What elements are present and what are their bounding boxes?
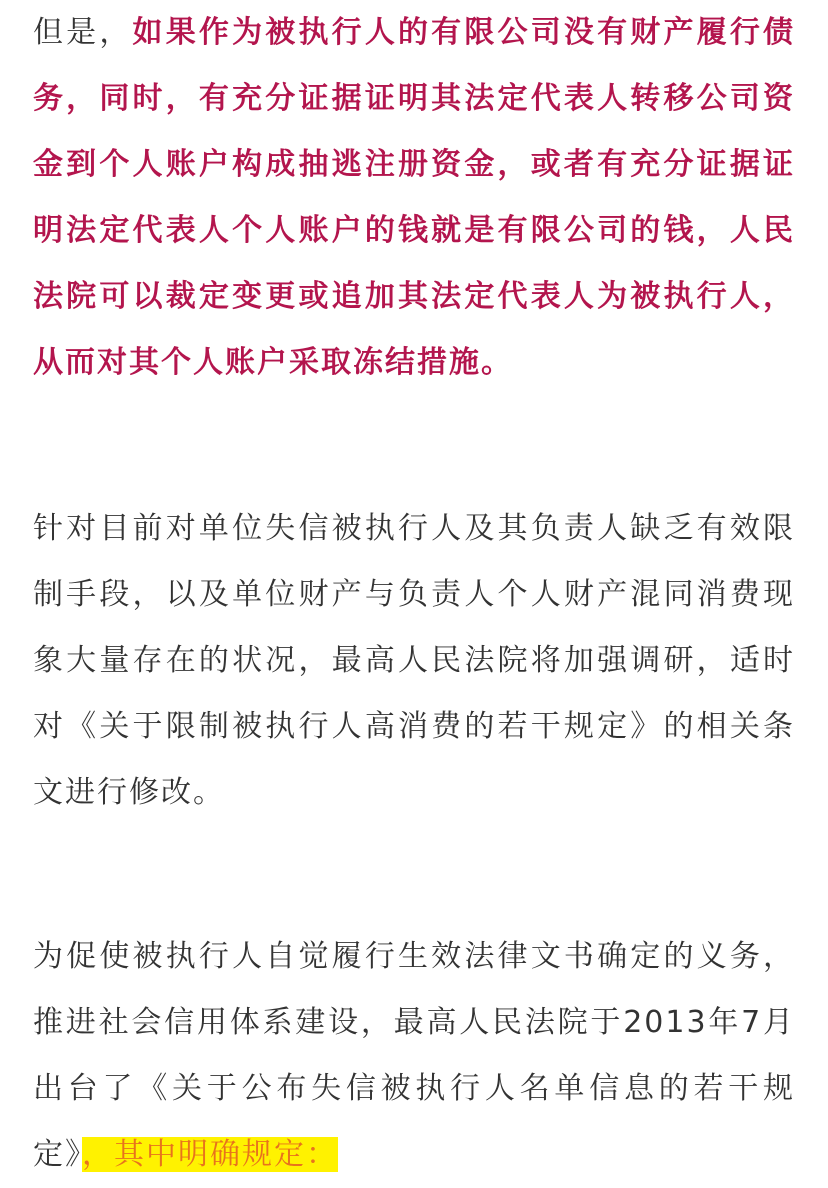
paragraph-court-liability bbox=[33, 0, 795, 396]
paragraph-text bbox=[33, 924, 795, 1188]
highlighted-text: ，其中明确规定： bbox=[82, 1137, 338, 1172]
paragraph-text: 针对目前对单位失信被执行人及其负责人缺乏有效限制手段，以及单位财产与负责人个人财产混同消费现象大量存在的状况，最高人民法院将加强调研，适时对《关于限制被执行人高消费的若干规定》的相关条文进行修改。 bbox=[33, 511, 795, 810]
paragraph-blacklist-rules bbox=[33, 924, 795, 1188]
article-body bbox=[33, 0, 795, 1188]
paragraph-body: 为促使被执行人自觉履行生效法律文书确定的义务，推进社会信用体系建设，最高人民法院于2013年7月出台了《关于公布失信被执行人名单信息的若干规定》 bbox=[33, 939, 795, 1172]
paragraph-text bbox=[33, 0, 795, 396]
paragraph-research-plan bbox=[33, 496, 795, 826]
paragraph-lead: 但是， bbox=[33, 15, 133, 50]
emphasized-text: 如果作为被执行人的有限公司没有财产履行债务，同时，有充分证据证明其法定代表人转移公司资金到个人账户构成抽逃注册资金，或者有充分证据证明法定代表人个人账户的钱就是有限公司的钱，人民法院可以裁定变更或追加其法定代表人为被执行人，从而对其个人账户采取冻结措施。 bbox=[33, 15, 796, 380]
